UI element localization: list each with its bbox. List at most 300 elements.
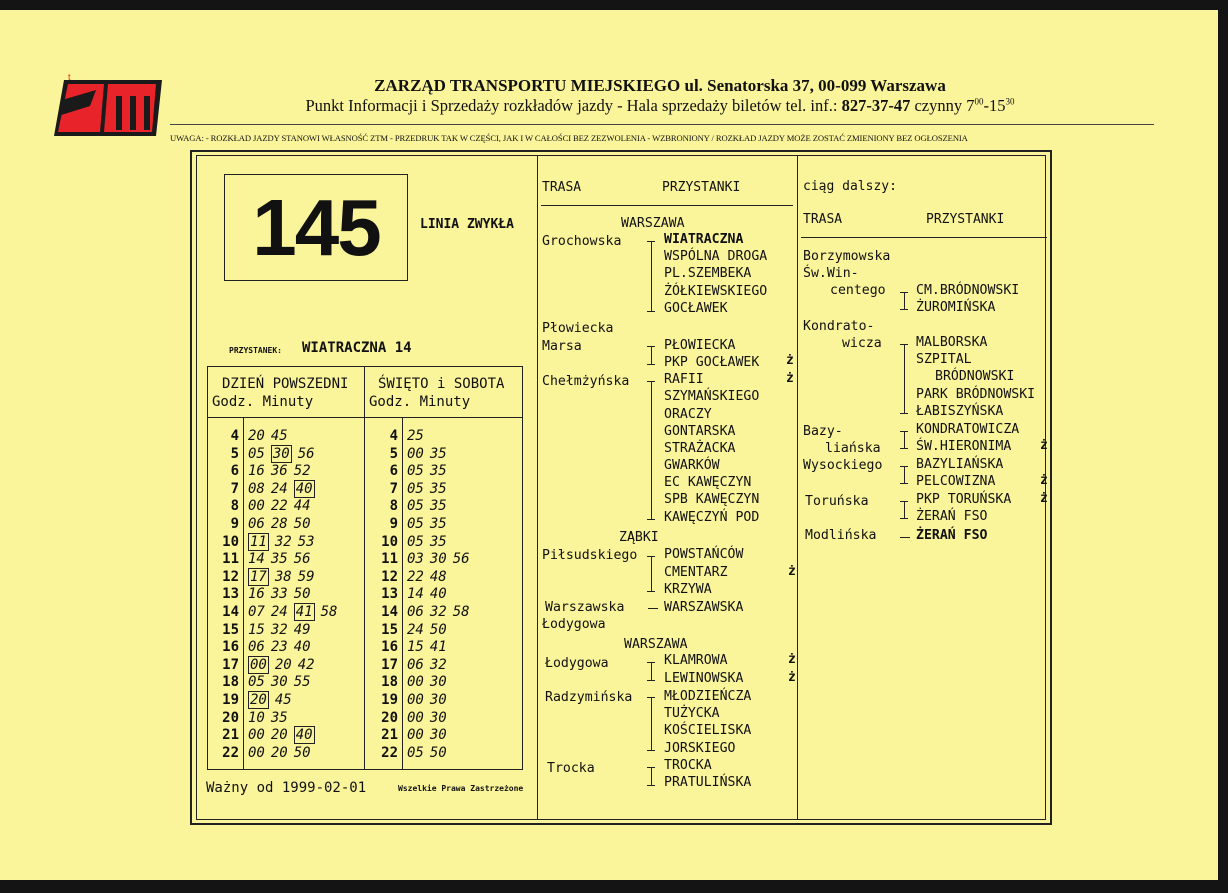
stop-name: CMENTARZ [664, 565, 728, 580]
minute: 22 [407, 568, 424, 585]
street-name: Bazy- [803, 424, 843, 439]
info-line: Punkt Informacji i Sprzedaży rozkładów jazdy - Hala sprzedaży biletów tel. inf.: 827-37-47 czynny $7^{00}-15^{30}$ [305, 96, 1015, 115]
route-bracket [651, 346, 652, 364]
hour: 13 [381, 586, 398, 603]
street-name: wicza [842, 336, 882, 351]
route-bracket-tick [900, 448, 908, 449]
minute: 05 [407, 480, 424, 497]
departure-row [364, 551, 476, 569]
departure-row [205, 428, 343, 446]
departure-row [364, 710, 476, 728]
minute: 35 [270, 709, 288, 726]
route-header-trasa: TRASA [542, 180, 582, 195]
stop-name: LEWINOWSKA [664, 671, 744, 686]
minute: 15 [407, 639, 424, 656]
stop-name: WIATRACZNA 14 [302, 340, 412, 356]
stop-name: CM.BRÓDNOWSKI [916, 283, 1020, 298]
hour: 6 [389, 463, 398, 480]
route-bracket [904, 466, 905, 483]
street-name: Trocka [547, 761, 595, 776]
minute: 50 [293, 515, 311, 532]
hour: 14 [381, 603, 398, 620]
stop-name: PL.SZEMBEKA [664, 266, 752, 281]
hour: 10 [222, 533, 239, 550]
stop-name: WARSZAWSKA [664, 600, 744, 615]
stop-name: JORSKIEGO [664, 741, 736, 756]
departure-row [205, 551, 343, 569]
route-bracket [904, 344, 905, 413]
route2-header-rule [801, 237, 1047, 238]
stop-name: RAFII [664, 372, 704, 387]
hour: 17 [222, 656, 239, 673]
minute: 00 [407, 727, 424, 744]
departure-row [205, 569, 343, 587]
street-name: Chełmżyńska [542, 374, 630, 389]
hour: 13 [222, 586, 239, 603]
stop-name: MŁODZIEŃCZA [664, 689, 752, 704]
hour: 11 [381, 551, 398, 568]
route-bracket [904, 431, 905, 448]
route-bracket-tick [647, 241, 655, 242]
hour: 20 [222, 709, 239, 726]
departure-row [364, 692, 476, 710]
minute: 48 [429, 568, 447, 585]
weekday-sub: Godz. Minuty [212, 394, 314, 410]
hour: 9 [389, 515, 398, 532]
minute: 32 [270, 621, 288, 638]
ztm-logo [52, 70, 164, 142]
street-name: centego [830, 283, 886, 298]
on-demand-mark: ż [786, 353, 794, 368]
route-bracket-tick [900, 431, 908, 432]
line-number: 145 [252, 183, 380, 272]
departure-row [364, 534, 476, 552]
route-bracket [651, 241, 652, 311]
route-bracket [651, 697, 652, 750]
minute: 20 [270, 744, 288, 761]
hour: 18 [381, 674, 398, 691]
minute: 20 [274, 656, 292, 673]
minute: 30 [429, 709, 447, 726]
minute: 14 [407, 586, 424, 603]
hour: 21 [222, 727, 239, 744]
street-name: Płowiecka [542, 321, 614, 336]
city-label: WARSZAWA [621, 216, 685, 231]
minute: 00 [407, 691, 424, 708]
route-bracket-tick [647, 519, 655, 520]
hour: 21 [381, 727, 398, 744]
minute: 40 [295, 480, 313, 497]
stop-name: PŁOWIECKA [664, 338, 736, 353]
minute: 32 [274, 533, 292, 550]
minute: 56 [297, 445, 315, 462]
minute: 11 [250, 533, 267, 550]
minute: 07 [248, 603, 265, 620]
departure-row [364, 446, 476, 464]
minute: 41 [429, 639, 447, 656]
street-name: Łodygowa [545, 656, 609, 671]
minute: 30 [429, 674, 447, 691]
copyright-warning: UWAGA: - ROZKŁAD JAZDY STANOWI WŁASNOŚĆ ZTM - PRZEDRUK TAK W CZĘŚCI, JAK I W CAŁOŚCI BEZ ZEZWOLENIA - WZBRONIONY / ROZKŁAD JAZDY MOŻE ZOSTAĆ ZMIENIONY BEZ OGŁOSZENIA [170, 133, 968, 143]
departure-row [364, 745, 476, 763]
stop-name: TUŻYCKA [664, 706, 720, 721]
minute: 50 [429, 621, 447, 638]
minute: 35 [270, 551, 288, 568]
minute: 30 [429, 727, 447, 744]
minute: 06 [407, 603, 424, 620]
minute: 56 [452, 551, 470, 568]
minute: 36 [270, 463, 288, 480]
stop-name: WIATRACZNA [664, 232, 744, 247]
minute: 30 [272, 445, 290, 462]
route-bracket-tick [900, 292, 908, 293]
departure-row [205, 692, 343, 710]
stop-name: ŁABISZYŃSKA [916, 404, 1004, 419]
hour: 4 [389, 428, 398, 444]
minute: 03 [407, 551, 424, 568]
org-header: ZARZĄD TRANSPORTU MIEJSKIEGO ul. Senatorska 37, 00-099 Warszawa [374, 76, 946, 95]
line-type: LINIA ZWYKŁA [420, 217, 514, 232]
route-bracket-tick [647, 381, 655, 382]
city-label: WARSZAWA [624, 637, 688, 652]
route-bracket-tick [900, 413, 908, 414]
stop-name: PKP TORUŃSKA [916, 492, 1012, 507]
minute: 20 [270, 727, 288, 744]
scan-border [0, 881, 1228, 893]
minute: 00 [248, 498, 265, 515]
hour: 8 [389, 498, 398, 515]
departure-row [364, 498, 476, 516]
route-bracket-tick [647, 556, 655, 557]
svg-text:t: t [68, 72, 71, 82]
street-name: Wysockiego [803, 458, 883, 473]
minute: 24 [270, 480, 288, 497]
route-bracket-tick [647, 662, 655, 663]
stop-name: BRÓDNOWSKI [935, 369, 1015, 384]
route-bracket-tick [900, 466, 908, 467]
stop-name: ŻERAŃ FSO [916, 528, 988, 543]
minute: 05 [407, 498, 424, 515]
stop-name: KRZYWA [664, 582, 712, 597]
minute: 35 [429, 515, 447, 532]
route-bracket [651, 381, 652, 519]
weekday-departures [205, 428, 343, 762]
street-name: Grochowska [542, 234, 622, 249]
route-dash [900, 537, 910, 538]
hour: 15 [381, 621, 398, 638]
on-demand-mark: ż [1040, 438, 1048, 453]
minute: 38 [274, 568, 292, 585]
route-bracket-tick [647, 680, 655, 681]
departure-row [364, 516, 476, 534]
minute: 52 [293, 463, 311, 480]
route-bracket-tick [900, 309, 908, 310]
street-name: Toruńska [805, 494, 869, 509]
departure-row [205, 639, 343, 657]
stop-name: PELCOWIZNA [916, 474, 996, 489]
on-demand-mark: ż [788, 564, 796, 579]
route-bracket-tick [647, 697, 655, 698]
departure-row [205, 710, 343, 728]
minute: 15 [248, 621, 265, 638]
departure-row [364, 463, 476, 481]
stop-name: ŚW.HIERONIMA [916, 439, 1012, 454]
minute: 16 [248, 463, 265, 480]
minute: 00 [407, 445, 424, 462]
stop-name: POWSTAŃCÓW [664, 547, 744, 562]
stop-name: STRAŻACKA [664, 441, 736, 456]
street-name: Kondrato- [803, 319, 875, 334]
route2-header-stops: PRZYSTANKI [926, 212, 1005, 227]
on-demand-mark: ż [1040, 491, 1048, 506]
route2-header-trasa: TRASA [803, 212, 843, 227]
minute: 25 [407, 428, 424, 444]
minute: 14 [248, 551, 265, 568]
route-bracket [651, 767, 652, 785]
stop-name: BAZYLIAŃSKA [916, 457, 1004, 472]
minute: 22 [270, 498, 288, 515]
hour: 10 [381, 533, 398, 550]
minute: 10 [248, 709, 265, 726]
minute: 05 [248, 674, 265, 691]
hour: 19 [381, 691, 398, 708]
valid-from: Ważny od 1999-02-01 [206, 780, 367, 796]
minute: 23 [270, 639, 288, 656]
hour: 7 [230, 480, 239, 497]
minute: 05 [407, 515, 424, 532]
minute: 42 [297, 656, 315, 673]
minute: 59 [297, 568, 315, 585]
hour: 4 [230, 428, 239, 444]
route-bracket-tick [900, 501, 908, 502]
minute: 06 [248, 639, 265, 656]
minute: 30 [429, 691, 447, 708]
departure-row [205, 498, 343, 516]
hour: 22 [381, 744, 398, 761]
minute: 56 [293, 551, 311, 568]
continued-title: ciąg dalszy: [803, 179, 897, 194]
minute: 45 [274, 691, 292, 708]
minute: 58 [452, 603, 470, 620]
departure-row [205, 657, 343, 675]
route-bracket-tick [900, 344, 908, 345]
departure-row [364, 727, 476, 745]
weekday-title: DZIEŃ POWSZEDNI [222, 376, 349, 392]
timetable-header-rule [207, 417, 523, 418]
route-bracket-tick [900, 518, 908, 519]
hour: 20 [381, 709, 398, 726]
departure-row [205, 446, 343, 464]
minute: 40 [295, 727, 313, 744]
street-name: Radzymińska [545, 690, 633, 705]
route-bracket-tick [900, 483, 908, 484]
on-demand-mark: ż [788, 652, 796, 667]
minute: 35 [429, 480, 447, 497]
hour: 15 [222, 621, 239, 638]
departure-row [364, 586, 476, 604]
hour: 5 [389, 445, 398, 462]
street-name: Borzymowska [803, 249, 891, 264]
stop-name: SZPITAL [916, 352, 972, 367]
departure-row [364, 481, 476, 499]
minute: 20 [248, 428, 265, 444]
route-bracket [651, 556, 652, 591]
stop-name: WSPÓLNA DROGA [664, 249, 768, 264]
city-label: ZĄBKI [619, 530, 659, 545]
departure-row [205, 516, 343, 534]
minute: 06 [407, 656, 424, 673]
hour: 5 [230, 445, 239, 462]
minute: 06 [248, 515, 265, 532]
departure-row [364, 569, 476, 587]
hour: 17 [381, 656, 398, 673]
departure-row [364, 604, 476, 622]
departure-row [205, 534, 343, 552]
on-demand-mark: ż [788, 670, 796, 685]
minute: 24 [407, 621, 424, 638]
route-bracket-tick [647, 750, 655, 751]
route-bracket-tick [647, 785, 655, 786]
departure-row [364, 428, 476, 446]
departure-row [205, 674, 343, 692]
hour: 16 [381, 639, 398, 656]
departure-row [364, 657, 476, 675]
departure-row [205, 745, 343, 763]
minute: 05 [407, 533, 424, 550]
stop-name: SPB KAWĘCZYN [664, 492, 760, 507]
street-name: Św.Win- [803, 266, 859, 281]
column-divider [537, 155, 538, 820]
street-name: Łodygowa [542, 617, 606, 632]
departure-row [205, 727, 343, 745]
stop-name: ORACZY [664, 407, 712, 422]
holiday-sub: Godz. Minuty [369, 394, 471, 410]
minute: 28 [270, 515, 288, 532]
minute: 16 [248, 586, 265, 603]
holiday-title: ŚWIĘTO i SOBOTA [378, 376, 505, 392]
minute: 35 [429, 533, 447, 550]
stop-name: ŻUROMIŃSKA [916, 300, 996, 315]
route-bracket [904, 501, 905, 518]
hour: 7 [389, 480, 398, 497]
departure-row [205, 586, 343, 604]
route-bracket-tick [647, 346, 655, 347]
hour: 22 [222, 744, 239, 761]
stop-name: MALBORSKA [916, 335, 988, 350]
minute: 35 [429, 463, 447, 480]
stop-name: GONTARSKA [664, 424, 736, 439]
minute: 17 [250, 568, 267, 585]
minute: 33 [270, 586, 288, 603]
departure-row [364, 639, 476, 657]
hour: 9 [230, 515, 239, 532]
route-bracket [651, 662, 652, 680]
hour: 12 [381, 568, 398, 585]
stop-name: GWARKÓW [664, 458, 720, 473]
departure-row [364, 622, 476, 640]
minute: 45 [270, 428, 288, 444]
departure-row [205, 481, 343, 499]
street-name: Modlińska [805, 528, 877, 543]
minute: 44 [293, 498, 311, 515]
column-divider [797, 155, 798, 820]
on-demand-mark: ż [1040, 473, 1048, 488]
minute: 50 [293, 744, 311, 761]
on-demand-mark: ż [786, 371, 794, 386]
minute: 32 [429, 656, 447, 673]
header-rule [170, 124, 1154, 125]
route-dash [648, 608, 658, 609]
minute: 41 [295, 603, 313, 620]
stop-name: KOŚCIELISKA [664, 723, 752, 738]
hour: 19 [222, 691, 239, 708]
street-name: Piłsudskiego [542, 548, 638, 563]
route-header-stops: PRZYSTANKI [662, 180, 741, 195]
minute: 24 [270, 603, 288, 620]
stop-name: PARK BRÓDNOWSKI [916, 387, 1036, 402]
street-name: Marsa [542, 339, 582, 354]
minute: 50 [293, 586, 311, 603]
stop-name: KAWĘCZYŃ POD [664, 510, 760, 525]
minute: 50 [429, 744, 447, 761]
minute: 00 [248, 727, 265, 744]
minute: 00 [407, 674, 424, 691]
hour: 11 [222, 551, 239, 568]
hour: 14 [222, 603, 239, 620]
minute: 40 [293, 639, 311, 656]
departure-row [205, 463, 343, 481]
hour: 16 [222, 639, 239, 656]
hour: 6 [230, 463, 239, 480]
stop-name: ŻERAŃ FSO [916, 509, 988, 524]
route-bracket [904, 292, 905, 309]
stop-name: PRATULIŃSKA [664, 775, 752, 790]
stop-name: PKP GOCŁAWEK [664, 355, 760, 370]
minute: 49 [293, 621, 311, 638]
route-bracket-tick [647, 767, 655, 768]
stop-name: GOCŁAWEK [664, 301, 728, 316]
minute: 55 [293, 674, 311, 691]
minute: 35 [429, 498, 447, 515]
hour: 12 [222, 568, 239, 585]
minute: 00 [250, 656, 267, 673]
minute: 00 [248, 744, 265, 761]
stop-name: EC KAWĘCZYN [664, 475, 752, 490]
minute: 53 [297, 533, 315, 550]
hour: 18 [222, 674, 239, 691]
departure-row [364, 674, 476, 692]
minute: 58 [320, 603, 338, 620]
minute: 35 [429, 445, 447, 462]
stop-name: ŻÓŁKIEWSKIEGO [664, 284, 768, 299]
stop-name: TROCKA [664, 758, 712, 773]
route-header-rule [541, 205, 793, 206]
stop-name: SZYMAŃSKIEGO [664, 389, 760, 404]
minute: 00 [407, 709, 424, 726]
minute: 08 [248, 480, 265, 497]
departure-row [205, 622, 343, 640]
minute: 30 [429, 551, 447, 568]
rights-notice: Wszelkie Prawa Zastrzeżone [398, 784, 524, 793]
route-bracket-tick [647, 364, 655, 365]
street-name: liańska [825, 441, 881, 456]
minute: 30 [270, 674, 288, 691]
stop-name: KLAMROWA [664, 653, 728, 668]
minute: 05 [407, 463, 424, 480]
route-bracket-tick [647, 311, 655, 312]
street-name: Warszawska [545, 600, 625, 615]
minute: 05 [248, 445, 265, 462]
